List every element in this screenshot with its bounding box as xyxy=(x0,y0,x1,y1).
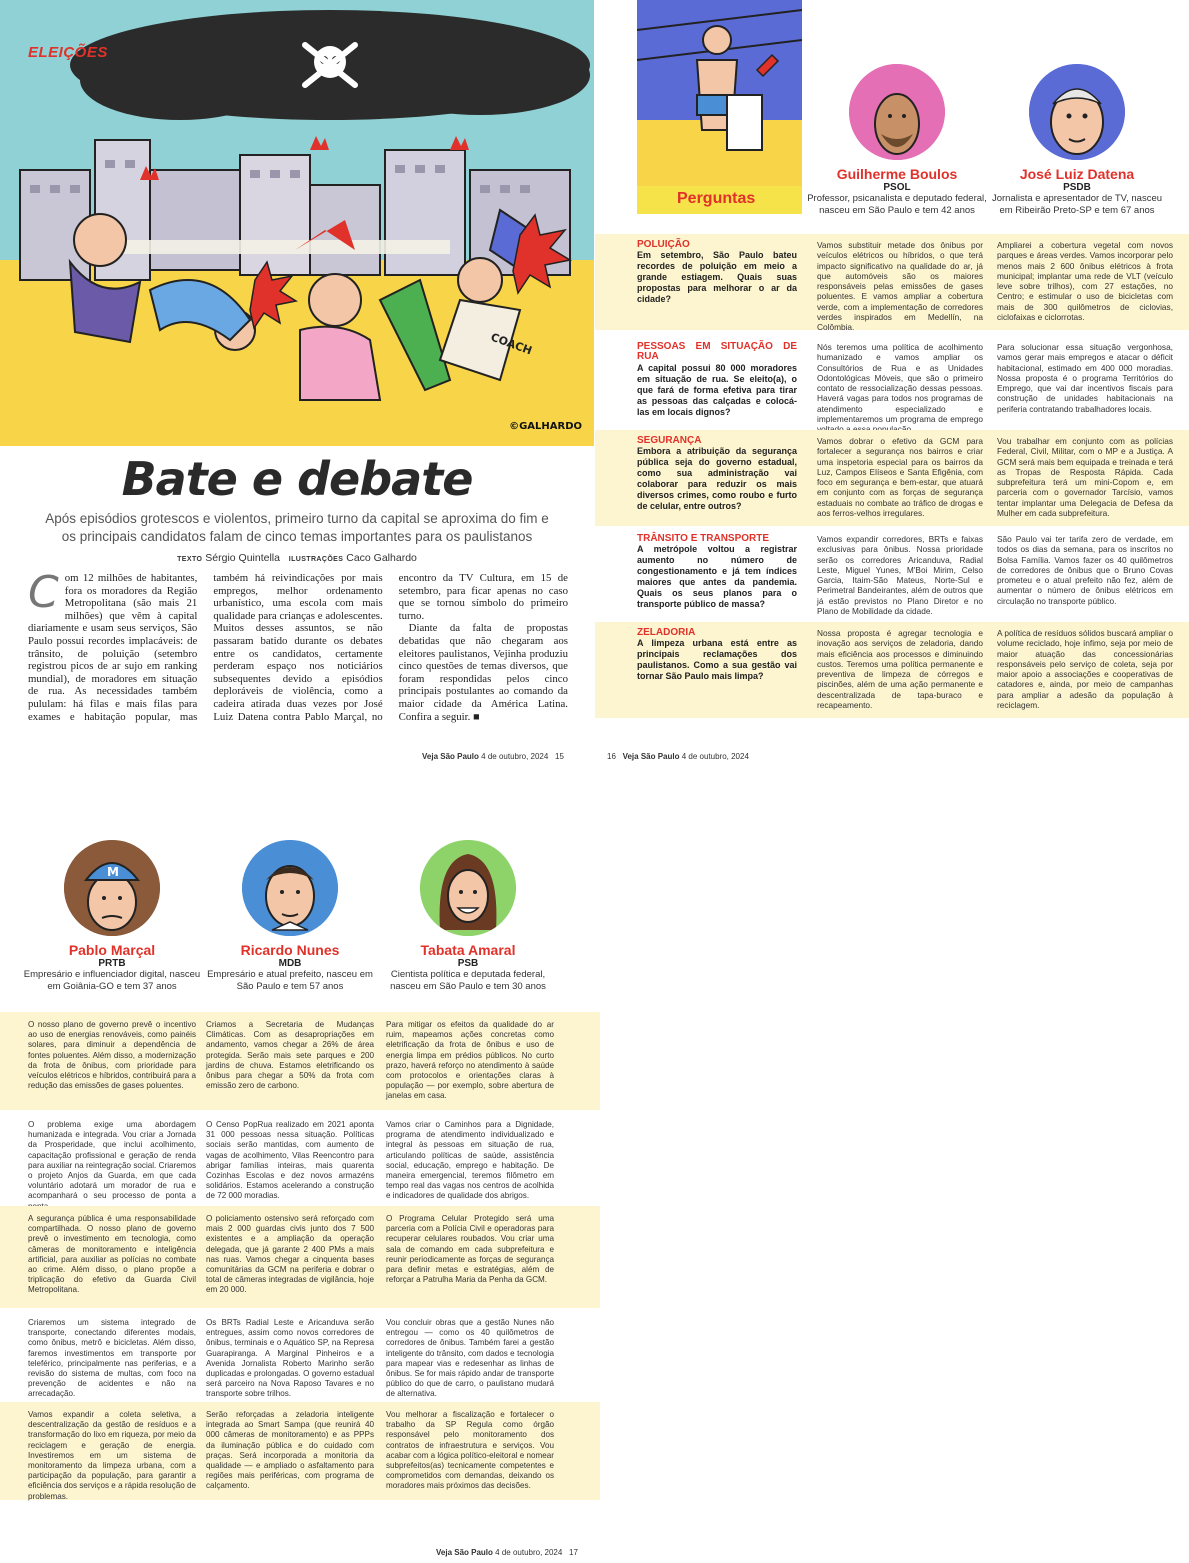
article-body xyxy=(28,567,568,732)
headline: Bate e debate xyxy=(121,452,473,506)
answer-nunes: O Censo PopRua realizado em 2021 aponta 31 000 pessoas nessa situação. Políticas sociais serão mantidas, com aumento de vagas de acolhimento, Vilas Reencontro para abrigar famílias inteiras, mais quarenta Cozinhas Escolas e dez novos armazéns solidários. Estamos acelerando a construção de 72 000 moradias. xyxy=(206,1120,374,1201)
byline-illus-label: ILUSTRAÇÕES xyxy=(288,556,344,563)
candidate-name: José Luiz Datena xyxy=(1019,166,1135,182)
candidate-bio: Empresário e influenciador digital, nasceu em Goiânia-GO e tem 37 anos xyxy=(23,969,201,992)
question-cell xyxy=(637,240,797,305)
questions-label: Perguntas xyxy=(637,186,802,214)
answer-datena: Ampliarei a cobertura vegetal com novos parques e áreas verdes. Vamos incorporar pelo menos mais 2 600 ônibus elétricos à frota municipal; implantar uma rede de VLT (veículo leve sobre trilhos), com 27 estações, no Centro; e estimular o uso de bicicletas com mais de 300 quilômetros de ciclovias, ciclofaixas e ciclorrotas. xyxy=(997,240,1173,323)
byline-illus-author: Caco Galhardo xyxy=(346,552,417,564)
candidate-party: MDB xyxy=(278,958,302,969)
answer-nunes: O policiamento ostensivo será reforçado com mais 2 000 guardas civis junto dos 7 500 existentes e a ampliação da operação delegada, que já garante 2 400 PMs a mais nas ruas. Vamos chegar a cinquenta bases comunitárias da GCM na periferia e dobrar o total de câmeras integradas de vigilância, hoje em 20 000. xyxy=(206,1214,374,1295)
question-row xyxy=(595,336,1189,428)
cap-letter: M xyxy=(107,865,119,879)
folio-page: 16 xyxy=(607,752,616,761)
answer-tabata: Vou melhorar a fiscalização e fortalecer o trabalho da SP Regula como órgão responsável pelo monitoramento dos contratos de infraestrutura e serviços. Vou acabar com a lógica político-eleitoral e nomear subprefeitos(as) tecnicamente competentes e comprometidos com demandas, deixando os moradores mais próximos das decisões. xyxy=(386,1410,554,1491)
answer-nunes: Criamos a Secretaria de Mudanças Climáticas. Com as desapropriações em andamento, vamos chegar a 26% de área protegida. Serão mais sete parques e 200 jardins de chuva. Estamos eletrificando os ônibus para chegar a 50% da frota com emissão zero de carbono. xyxy=(206,1020,374,1091)
answer-boulos: Vamos dobrar o efetivo da GCM para fortalecer a segurança nos bairros e criar uma inspetoria especial para os bairros da Luz, Campos Elíseos e Santa Efigênia, com foco em segurança e bem-estar, que atuará em conjunto com as forças de segurança estaduais no combate ao tráfico de drogas e aos ferros-velhos irregulares. xyxy=(817,436,983,519)
dek: Após episódios grotescos e violentos, primeiro turno da capital se aproxima do fim e os principais candidatos falam de cinco temas importantes para os paulistanos xyxy=(45,511,549,544)
cover-illustration xyxy=(0,0,594,446)
answer-row xyxy=(0,1402,600,1500)
question-cell xyxy=(637,436,797,512)
question-text: Embora a atribuição da segurança pública seja do governo estadual, como sua administração vai colaborar para reduzir os mais diversos crimes, como roubo e furto de celular, entre outros? xyxy=(637,446,797,512)
answer-row xyxy=(0,1012,600,1110)
candidate-avatar xyxy=(64,840,160,936)
question-text: A metrópole voltou a registrar aumento no número de congestionamento e já tem índices maiores que antes da pandemia. Quais os seus planos para o transporte público de massa? xyxy=(637,544,797,610)
question-text: A limpeza urbana está entre as principais reclamações dos paulistanos. Como a sua gestão vai tornar São Paulo mais limpa? xyxy=(637,638,797,682)
candidate-party: PSDB xyxy=(1063,182,1091,193)
candidate-party: PSOL xyxy=(883,182,911,193)
answer-datena: Para solucionar essa situação vergonhosa, vamos gerar mais empregos e atacar o déficit habitacional, estimado em 400 000 moradias. Nossa proposta é o programa Territórios do Emprego, que vai dar incentivos fiscais para construção de unidades habitacionais na periferia contratando trabalhadores locais. xyxy=(997,342,1173,414)
answer-boulos: Vamos substituir metade dos ônibus por veículos elétricos ou híbridos, o que terá impacto significativo na qualidade do ar, já que automóveis são os maiores responsáveis pelas emissões de gases poluentes. E vamos ampliar a cobertura verde, com a implementação de corredores verdes inspirados em Medellín, na Colômbia. xyxy=(817,240,983,333)
answer-boulos: Nós teremos uma política de acolhimento humanizado e vamos ampliar os Consultórios de Rua e as Unidades Odontológicas Móveis, que são o primeiro contato de ressocialização dessas pessoas. Haverá vagas para todos nos programas de atendimento especializado e implementaremos um programa de emprego xyxy=(817,342,983,425)
answer-row xyxy=(0,1206,600,1308)
question-cell xyxy=(637,628,797,682)
byline-text-author: Sérgio Quintella xyxy=(205,552,280,564)
answer-marcal: O problema exige uma abordagem humanizada e integrada. Vou criar a Jornada da Prosperidade, que inclui acolhimento, capacitação profissional e geração de renda para auxiliar na reintegração social. Criaremos o projeto Anjos da Guarda, em que cada voluntário adotará um morador de rua e acompanhará o seu processo de ponta a xyxy=(28,1120,196,1201)
byline-text-label: TEXTO xyxy=(177,556,203,563)
folio-magazine: Veja São Paulo xyxy=(422,752,479,761)
candidate-name: Guilherme Boulos xyxy=(836,166,958,182)
section-tag: ELEIÇÕES xyxy=(28,44,108,61)
answer-boulos: Vamos expandir corredores, BRTs e faixas exclusivas para ônibus. Nossa prioridade serão os corredores Aricanduva, Radial Leste, Miguel Yunes, M'Boi Mirim, Celso Garcia, Itaim-São Mateus, Norte-Sul e Perimetral Bandeirantes, além de outros que já estão previstos no Plano Diretor e no Plano de Mobilidade da cidade. xyxy=(817,534,983,617)
question-title: POLUIÇÃO xyxy=(637,239,690,250)
candidate-header xyxy=(200,840,380,992)
folio-magazine: Veja São Paulo xyxy=(436,1548,493,1557)
questions-illustration xyxy=(637,0,802,214)
answer-datena: Vou trabalhar em conjunto com as polícias Federal, Civil, Militar, com o MP e a Justiça. A GCM será mais bem equipada e treinada e terá as Tropas de Resposta Rápida. Cada subprefeitura terá um mini-Copom e, em parceria com o governador Tarcísio, vamos tentar implantar uma Delegacia de Defesa da Mulher em cada subprefeitura. xyxy=(997,436,1173,519)
question-title: ZELADORIA xyxy=(637,627,696,638)
answer-marcal: Vamos expandir a coleta seletiva, a descentralização da gestão de resíduos e a transformação do lixo em riqueza, por meio da reciclagem e geração de energia. Investiremos em um sistema de monitoramento da limpeza urbana, com a participação da população, para garantir a eficiência dos serviços e a rápida resolução de problemas. xyxy=(28,1410,196,1501)
candidate-party: PSB xyxy=(457,958,479,969)
candidate-header xyxy=(22,840,202,992)
candidate-header xyxy=(378,840,558,992)
candidate-name: Tabata Amaral xyxy=(420,942,516,958)
candidate-bio: Jornalista e apresentador de TV, nasceu em Ribeirão Preto-SP e tem 67 anos xyxy=(991,193,1163,216)
page-17 xyxy=(0,808,600,1563)
candidate-avatar xyxy=(242,840,338,936)
article-paragraph: Diante da falta de propostas debatidas que não chegaram aos eleitores paulistanos, Vejinha produziu cinco questões de temas diversos, que foram respondidas pelos cinco principais postulantes ao comando da maior cidade da América Latina. Confira a seguir. ■ xyxy=(398,622,568,723)
candidate-header xyxy=(807,64,987,216)
question-cell xyxy=(637,534,797,610)
folio-page: 17 xyxy=(569,1548,578,1557)
question-text: A capital possui 80 000 moradores em situação de rua. Se eleito(a), o que fará de forma efetiva para tirar as pessoas das calçadas e colocá-las em locais dignos? xyxy=(637,362,797,417)
candidate-bio: Cientista política e deputada federal, nasceu em São Paulo e tem 30 anos xyxy=(390,969,546,992)
avatar-illustration xyxy=(242,840,338,936)
question-title: PESSOAS EM SITUAÇÃO DE RUA xyxy=(637,341,797,363)
candidate-name: Pablo Marçal xyxy=(68,942,156,958)
answer-row xyxy=(0,1112,600,1204)
folio-date: 4 de outubro, 2024 xyxy=(681,752,749,761)
folio-date: 4 de outubro, 2024 xyxy=(481,752,549,761)
candidate-bio: Empresário e atual prefeito, nasceu em São Paulo e tem 57 anos xyxy=(207,969,373,992)
folio xyxy=(607,752,749,761)
answer-tabata: Vou concluir obras que a gestão Nunes não entregou — como os 40 quilômetros de corredores de ônibus. Também farei a gestão inteligente do trânsito, com dados e tecnologia para mapear vias e redesenhar as linhas de ônibus. Se for mais rápido andar de transporte público do que de carro, o paulistano mudará de alternativa. xyxy=(386,1318,554,1399)
folio-magazine: Veja São Paulo xyxy=(622,752,680,761)
answer-nunes: Serão reforçadas a zeladoria inteligente integrada ao Smart Sampa (que reunirá 40 000 câmeras de monitoramento) e as PPPs da iluminação pública e do cuidado com praças. Será incorporada a monitoria da qualidade — e ampliado o asfaltamento para regiões mais periféricas, com programa de calçamento. xyxy=(206,1410,374,1491)
candidate-party: PRTB xyxy=(98,958,126,969)
cartoon-fight-illustration xyxy=(0,0,594,446)
answer-datena: São Paulo vai ter tarifa zero de verdade, em todos os dias da semana, para os inscritos no Bolsa Família. Vamos fazer os 40 quilômetros de corredores de ônibus que o Bruno Covas prometeu e o atual prefeito não fez, além de aumentar o número de ônibus elétricos em circulação no transporte público. xyxy=(997,534,1173,606)
drop-cap: C xyxy=(28,567,59,618)
avatar-illustration xyxy=(1029,64,1125,160)
candidate-avatar xyxy=(849,64,945,160)
candidate-avatar xyxy=(420,840,516,936)
avatar-illustration xyxy=(849,64,945,160)
folio-date: 4 de outubro, 2024 xyxy=(495,1548,563,1557)
candidate-bio: Professor, psicanalista e deputado federal, nasceu em São Paulo e tem 42 anos xyxy=(807,193,987,216)
candidate-avatar xyxy=(1029,64,1125,160)
question-text: Em setembro, São Paulo bateu recordes de poluição em meio a grande estiagem. Quais suas propostas para melhorar o ar da cidade? xyxy=(637,250,797,305)
answer-datena: A política de resíduos sólidos buscará ampliar o volume reciclado, hoje ínfimo, seja por meio de maior atuação das concessionárias responsáveis pelo serviço de coleta, seja por maior apoio a associações e cooperativas de catadores e, ainda, por meio de campanhas para ampliar a adesão da população à reciclagem. xyxy=(997,628,1173,711)
illustration-credit: ©GALHARDO xyxy=(509,421,582,432)
answer-tabata: Para mitigar os efeitos da qualidade do ar ruim, mapeamos ações concretas como eletrificação da frota de ônibus e uso de energia limpa em prédios públicos. No curto prazo, haverá reforço no atendimento à saúde com protocolos e orientações claras à população — por exemplo, sobre abertura de janelas em casa. xyxy=(386,1020,554,1101)
question-cell xyxy=(637,342,797,418)
byline xyxy=(0,552,594,564)
question-title: TRÂNSITO E TRANSPORTE xyxy=(637,533,770,544)
folio xyxy=(422,752,564,761)
answer-nunes: Os BRTs Radial Leste e Aricanduva serão entregues, assim como novos corredores de ônibus, terminais e o Aquático SP, na Represa Guarapiranga. A Marginal Pinheiros e a Avenida Jornalista Roberto Marinho serão duplicadas e prolongadas. O governo estadual será parceiro na Nova Raposo Tavares e no transporte sobre trilhos. xyxy=(206,1318,374,1399)
answer-marcal: Criaremos um sistema integrado de transporte, conectando diferentes modais, como ônibus, metrô e bicicletas. Além disso, faremos investimentos em transporte por teleférico, principalmente nas periferias, e a revisão do sistema de multas, com foco na prevenção de acidentes e não na arrecadação. xyxy=(28,1318,196,1399)
question-title: SEGURANÇA xyxy=(637,435,702,446)
question-row xyxy=(595,430,1189,526)
candidate-name: Ricardo Nunes xyxy=(240,942,340,958)
avatar-illustration xyxy=(64,840,160,936)
coach-shirt-text: COACH xyxy=(488,330,534,358)
candidate-header xyxy=(987,64,1167,216)
page-16 xyxy=(595,0,1189,770)
answer-tabata: O Programa Celular Protegido será uma parceria com a Polícia Civil e operadoras para recuperar celulares roubados. Vou criar uma sala de comando em cada subprefeitura e reunir periodicamente as forças de segurança para definir metas e estratégias, além de reforçar a Patrulha Maria da Penha da GCM. xyxy=(386,1214,554,1285)
question-row xyxy=(595,528,1189,620)
avatar-illustration xyxy=(420,840,516,936)
answer-boulos: Nossa proposta é agregar tecnologia e inovação aos serviços de zeladoria, dando mais eficiência aos processos e diminuindo custos. Teremos uma política permanente e preventiva de limpeza de córregos e piscinões, além de uma ação permanente e descentralizada de tapa-buraco e recapeamento. xyxy=(817,628,983,711)
answer-marcal: A segurança pública é uma responsabilidade compartilhada. O nosso plano de governo prevê o investimento em tecnologia, como câmeras de monitoramento e inteligência artificial, para auxiliar as polícias no combate ao crime. Além disso, o plano propõe a triplicação do efetivo da Guarda Civil Metropolitana. xyxy=(28,1214,196,1295)
answer-row xyxy=(0,1310,600,1402)
cartoon-man-illustration xyxy=(637,0,802,214)
page-15 xyxy=(0,0,594,770)
question-row xyxy=(595,622,1189,718)
answer-tabata: Vamos criar o Caminhos para a Dignidade, programa de atendimento individualizado e integral às pessoas em situação de rua, articulando políticas de saúde, assistência social, educação, emprego e habitação. De maneira emergencial, teremos filômetro em tempo real das vagas nos centros de acolhida e indicadores de qualidade dos abrigos. xyxy=(386,1120,554,1201)
folio xyxy=(436,1548,578,1557)
question-row xyxy=(595,234,1189,333)
folio-page: 15 xyxy=(555,752,564,761)
article-paragraph-text: om 12 milhões de habitantes, fora os moradores da Região Metropolitana (são mais 21 milhões) que vêm à capital diariamente e usam seus serviços, São Paulo possui recordes implacáveis: de trânsito, de poluição (setembro registrou picos de ar sujo em ranking mundial), de moradores em situação de rua. As necessidades também pululam: há filas e mais filas para exames e habitação popular, mas também há reivindicações por mais empregos, melhor ordenamento urbanístico, uma escola com mais qualidade para crianças e adolescentes. Muitos desses assuntos, se não passaram batido durante os debates entre os candidatos, certamente perderam espaço nos noticiários subsequentes devido a episódios deploráveis de violência, como a cadeira atirada duas vezes por José Luiz Datena contra Pablo Marçal, no encontro da TV Cultura, em 15 de setembro, para ficar apenas no caso que se tornou símbolo do primeiro turno. xyxy=(28,572,568,723)
answer-marcal: O nosso plano de governo prevê o incentivo ao uso de energias renováveis, como painéis solares, para diminuir a dependência de fontes poluentes. Além disso, a modernização da frota de ônibus, com prioridade para veículos elétricos e híbridos, contribuirá para a redução das emissões de gases poluentes. xyxy=(28,1020,196,1091)
